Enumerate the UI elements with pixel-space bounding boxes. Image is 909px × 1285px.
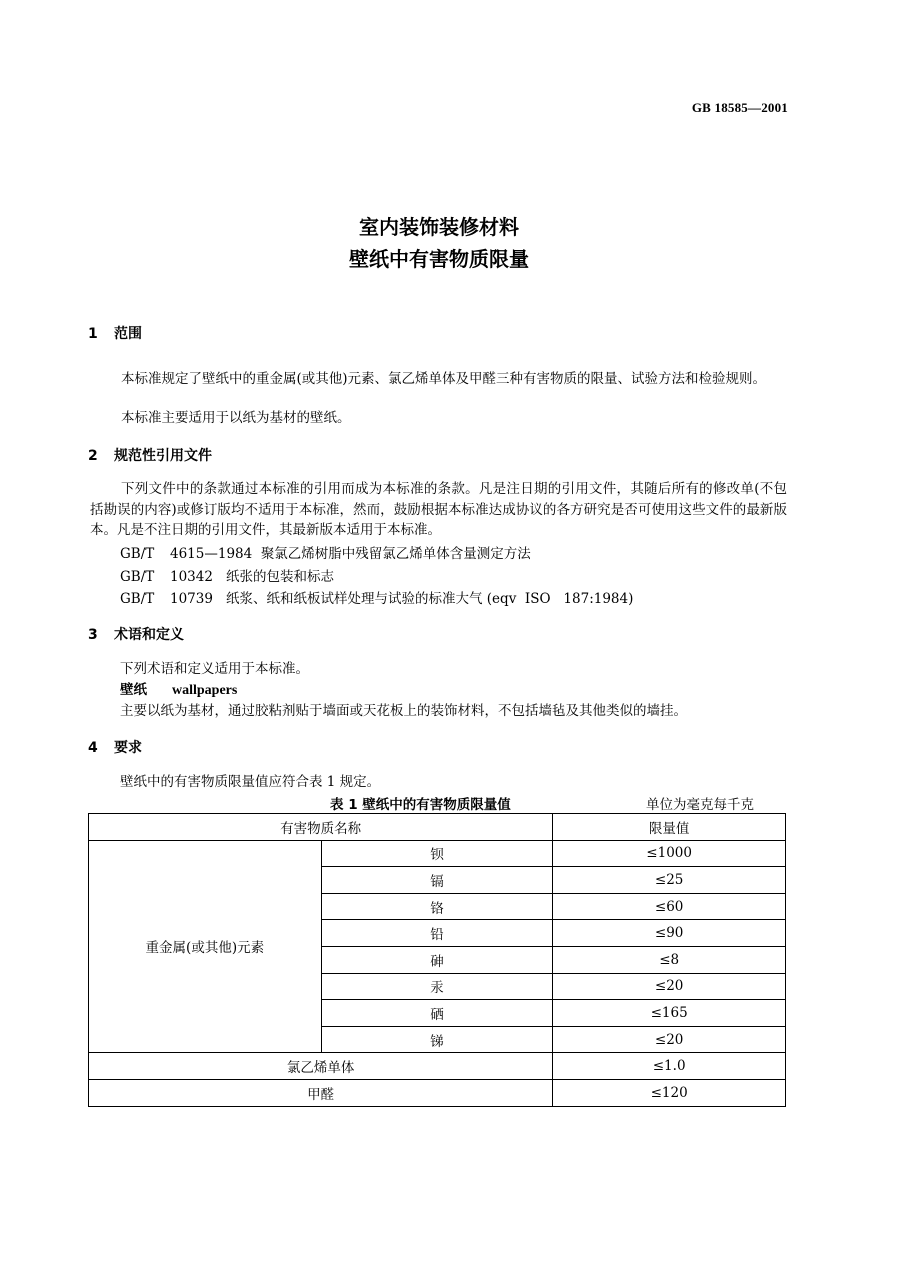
element-name: 镉 xyxy=(321,867,553,894)
reference-number: 4615—1984 xyxy=(170,546,253,562)
limit-value: ≤120 xyxy=(553,1079,786,1106)
element-name: 铅 xyxy=(321,920,553,947)
limit-value: ≤1000 xyxy=(553,840,786,867)
term-entry xyxy=(120,678,237,699)
element-name: 锑 xyxy=(321,1026,553,1053)
section-number: 2 xyxy=(88,448,98,464)
section-3-intro: 下列术语和定义适用于本标准。 xyxy=(120,661,309,677)
substance-name: 氯乙烯单体 xyxy=(89,1053,553,1080)
limit-value: ≤20 xyxy=(553,973,786,1000)
limits-table xyxy=(88,813,786,1107)
table-row xyxy=(89,1053,786,1080)
section-4-heading xyxy=(88,737,142,757)
reference-item xyxy=(120,542,531,562)
reference-title: 纸浆、纸和纸板试样处理与试验的标准大气 (eqv ISO 187:1984) xyxy=(226,591,634,607)
limit-value: ≤25 xyxy=(553,867,786,894)
table-row xyxy=(89,840,786,867)
table-unit: 单位为毫克每千克 xyxy=(646,797,754,813)
reference-code: GB/T xyxy=(120,569,155,585)
section-4-intro: 壁纸中的有害物质限量值应符合表 1 规定。 xyxy=(120,774,381,790)
section-1-heading xyxy=(88,323,142,343)
substance-name: 甲醛 xyxy=(89,1079,553,1106)
element-name: 汞 xyxy=(321,973,553,1000)
table-header-limit: 限量值 xyxy=(553,814,786,841)
table-caption: 表 1 壁纸中的有害物质限量值 xyxy=(330,797,511,813)
section-number: 3 xyxy=(88,627,98,643)
reference-item xyxy=(120,565,334,585)
document-title-line2: 壁纸中有害物质限量 xyxy=(349,247,529,271)
section-1-paragraph-2: 本标准主要适用于以纸为基材的壁纸。 xyxy=(121,410,351,426)
limit-value: ≤90 xyxy=(553,920,786,947)
term-zh: 壁纸 xyxy=(120,682,147,698)
term-definition: 主要以纸为基材，通过胶粘剂贴于墙面或天花板上的装饰材料，不包括墙毡及其他类似的墙挂。 xyxy=(120,703,687,719)
reference-code: GB/T xyxy=(120,546,155,562)
element-name: 硒 xyxy=(321,1000,553,1027)
heavy-metals-group-label: 重金属(或其他)元素 xyxy=(89,840,322,1053)
section-title: 要求 xyxy=(114,740,142,756)
section-title: 术语和定义 xyxy=(114,627,184,643)
element-name: 砷 xyxy=(321,946,553,973)
table-header-row xyxy=(89,814,786,841)
section-title: 规范性引用文件 xyxy=(114,448,212,464)
limit-value: ≤1.0 xyxy=(553,1053,786,1080)
limit-value: ≤165 xyxy=(553,1000,786,1027)
section-number: 4 xyxy=(88,740,98,756)
table-header-substance: 有害物质名称 xyxy=(89,814,553,841)
document-title-line1: 室内装饰装修材料 xyxy=(359,215,519,239)
section-2-paragraph-1: 下列文件中的条款通过本标准的引用而成为本标准的条款。凡是注日期的引用文件，其随后所有的修改单(不包括勘误的内容)或修订版均不适用于本标准，然而，鼓励根据本标准达成协议的各方研究是否可使用这些文件的最新版本。凡是不注日期的引用文件，其最新版本适用于本标准。 xyxy=(90,481,787,538)
limit-value: ≤20 xyxy=(553,1026,786,1053)
section-3-heading xyxy=(88,624,184,644)
reference-number: 10739 xyxy=(170,591,213,607)
section-2-heading xyxy=(88,445,212,465)
reference-item xyxy=(120,587,633,607)
section-title: 范围 xyxy=(114,326,142,342)
reference-title: 聚氯乙烯树脂中残留氯乙烯单体含量测定方法 xyxy=(260,546,531,562)
reference-code: GB/T xyxy=(120,591,155,607)
section-number: 1 xyxy=(88,326,98,342)
term-en: wallpapers xyxy=(172,683,238,698)
element-name: 铬 xyxy=(321,893,553,920)
section-1-paragraph-1: 本标准规定了壁纸中的重金属(或其他)元素、氯乙烯单体及甲醛三种有害物质的限量、试验方法和检验规则。 xyxy=(121,371,767,387)
limit-value: ≤60 xyxy=(553,893,786,920)
element-name: 钡 xyxy=(321,840,553,867)
standard-number: GB 18585—2001 xyxy=(691,100,788,115)
reference-number: 10342 xyxy=(170,569,213,585)
table-row xyxy=(89,1079,786,1106)
reference-title: 纸张的包装和标志 xyxy=(226,569,334,585)
limit-value: ≤8 xyxy=(553,946,786,973)
